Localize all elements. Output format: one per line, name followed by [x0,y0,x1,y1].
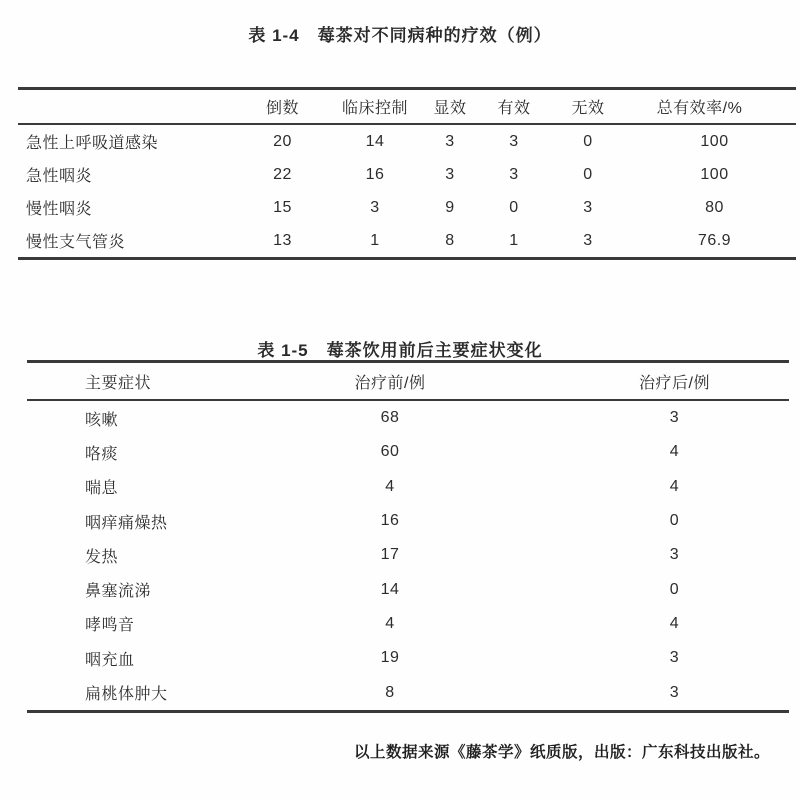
row-label: 扁桃体肿大 [85,686,168,704]
cell-value: 1 [509,231,519,249]
table-row [18,191,796,224]
cell-value: 3 [669,546,680,564]
cell-value: 20 [273,132,292,150]
table1-4-efficacy-table [18,87,796,260]
table-row [18,124,796,158]
table1-header-marked-effect: 显效 [415,89,485,125]
cell-value: 100 [700,132,729,150]
cell-value: 3 [370,198,380,216]
cell-value: 3 [583,198,593,216]
row-label: 急性上呼吸道感染 [26,135,159,152]
table-row [27,572,789,606]
cell-value: 3 [669,683,680,701]
row-label: 喘息 [85,480,119,498]
table-row [27,641,789,675]
cell-value: 16 [380,512,400,530]
cell-value: 4 [669,477,680,495]
cell-value: 16 [365,165,385,183]
table1-corner-cell [18,89,230,125]
table1-header-effective: 有效 [485,89,543,125]
table-row [27,538,789,572]
table-row [27,607,789,641]
cell-value: 0 [669,512,680,530]
table-row [27,400,789,435]
cell-value: 0 [669,580,680,598]
cell-value: 3 [669,409,680,427]
cell-value: 3 [445,165,455,183]
cell-value: 13 [273,231,292,249]
row-label: 咽充血 [85,651,135,669]
cell-value: 0 [509,198,519,216]
cell-value: 4 [669,614,680,632]
cell-value: 4 [385,477,395,495]
cell-value: 60 [380,443,400,461]
table1-5-symptoms-table [27,360,789,713]
row-label: 咯痰 [85,445,119,463]
row-label: 发热 [85,548,119,566]
cell-value: 17 [380,546,400,564]
row-label: 哮鸣音 [85,617,135,635]
row-label: 咳嗽 [85,411,119,429]
table1-header-total-rate: 总有效率/% [633,89,796,125]
table-row [27,504,789,538]
cell-value: 22 [273,165,292,183]
table2-header-row [27,362,789,401]
cell-value: 14 [365,132,385,150]
table2-header-symptom: 主要症状 [27,362,270,401]
cell-value: 80 [705,198,724,216]
cell-value: 0 [583,165,593,183]
cell-value: 3 [509,132,519,150]
cell-value: 100 [700,165,729,183]
row-label: 鼻塞流涕 [85,583,152,601]
cell-value: 9 [445,198,455,216]
table-row [27,675,789,711]
cell-value: 3 [445,132,455,150]
table1-header-cases: 倒数 [230,89,335,125]
cell-value: 15 [273,198,292,216]
table2-header-before: 治疗前/例 [270,362,510,401]
table1-header-row [18,89,796,125]
table-row [27,470,789,504]
cell-value: 19 [380,649,400,667]
table-row [27,435,789,469]
cell-value: 1 [370,231,380,249]
table-row [18,224,796,259]
cell-value: 68 [380,409,400,427]
cell-value: 8 [445,231,455,249]
cell-value: 4 [669,443,680,461]
cell-value: 3 [669,649,680,667]
cell-value: 4 [385,614,395,632]
row-label: 急性咽炎 [26,168,93,185]
cell-value: 8 [385,683,395,701]
table1-4-title: 表 1-4 莓茶对不同病种的疗效（例） [248,26,552,45]
table1-header-ineffective: 无效 [543,89,633,125]
cell-value: 76.9 [697,231,732,249]
table1-5-title: 表 1-5 莓茶饮用前后主要症状变化 [257,341,543,360]
row-label: 咽痒痛燥热 [85,514,168,532]
data-source-note: 以上数据来源《藤茶学》纸质版，出版：广东科技出版社。 [353,744,770,761]
table-row [18,158,796,191]
row-label: 慢性咽炎 [26,201,93,218]
table1-header-clinical-control: 临床控制 [335,89,415,125]
row-label: 慢性支气管炎 [26,234,126,251]
cell-value: 14 [380,580,400,598]
cell-value: 3 [583,231,593,249]
cell-value: 3 [509,165,519,183]
table2-header-after: 治疗后/例 [510,362,789,401]
cell-value: 0 [583,132,593,150]
